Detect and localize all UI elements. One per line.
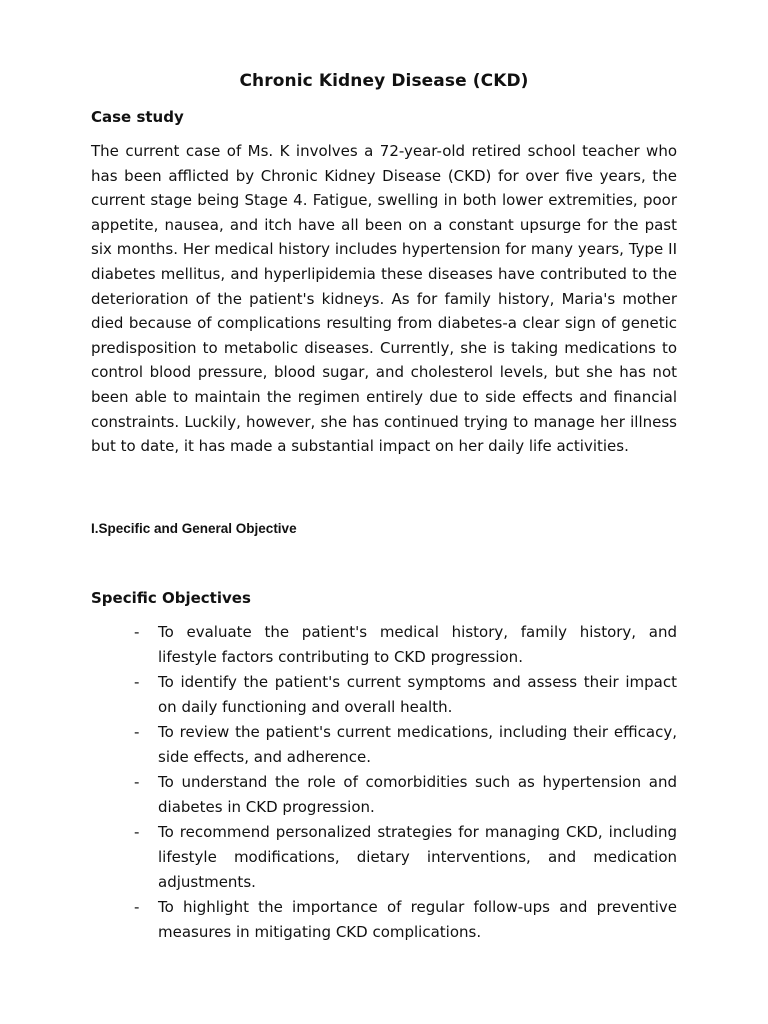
objective-item xyxy=(134,770,677,820)
objective-item xyxy=(134,720,677,770)
document-title: Chronic Kidney Disease (CKD) xyxy=(239,71,529,91)
dash-bullet: - xyxy=(134,723,140,741)
case-study-paragraph: The current case of Ms. K involves a 72-year-old retired school teacher who has been afflicted by Chronic Kidney Disease (CKD) for over five years, the current stage being Stage 4. Fatigue, swelling in both lower extremities, poor appetite, nausea, and itch have all been on a constant upsurge for the past six months. Her medical history includes hypertension for many years, Type II diabetes mellitus, and hyperlipidemia these diseases have contributed to the deterioration of the patient's kidneys. As for family history, Maria's mother died because of complications resulting from diabetes-a clear sign of genetic predisposition to metabolic diseases. Currently, she is taking medications to control blood pressure, blood sugar, and cholesterol levels, but she has not been able to maintain the regimen entirely due to side effects and financial constraints. Luckily, however, she has continued trying to manage her illness but to date, it has made a substantial impact on her daily life activities. xyxy=(91,142,677,456)
objective-item xyxy=(134,670,677,720)
dash-bullet: - xyxy=(134,898,140,916)
objective-item xyxy=(134,620,677,670)
objective-text: To review the patient's current medications, including their efficacy, side effects, and adherence. xyxy=(158,723,677,766)
objective-text: To recommend personalized strategies for managing CKD, including lifestyle modifications, dietary interventions, and medication adjustments. xyxy=(158,823,677,891)
dash-bullet: - xyxy=(134,673,140,691)
objective-text: To evaluate the patient's medical history, family history, and lifestyle factors contributing to CKD progression. xyxy=(158,623,677,666)
dash-bullet: - xyxy=(134,773,140,791)
objective-text: To highlight the importance of regular follow-ups and preventive measures in mitigating CKD complications. xyxy=(158,898,677,941)
objective-item xyxy=(134,820,677,895)
objective-heading: I.Specific and General Objective xyxy=(91,521,297,536)
objective-text: To understand the role of comorbidities such as hypertension and diabetes in CKD progression. xyxy=(158,773,677,816)
objective-item xyxy=(134,895,677,945)
dash-bullet: - xyxy=(134,623,140,641)
objective-text: To identify the patient's current symptoms and assess their impact on daily functioning and overall health. xyxy=(158,673,677,716)
case-study-heading: Case study xyxy=(91,108,184,126)
dash-bullet: - xyxy=(134,823,140,841)
specific-objectives-list xyxy=(134,620,677,945)
specific-objectives-heading: Specific Objectives xyxy=(91,589,251,607)
